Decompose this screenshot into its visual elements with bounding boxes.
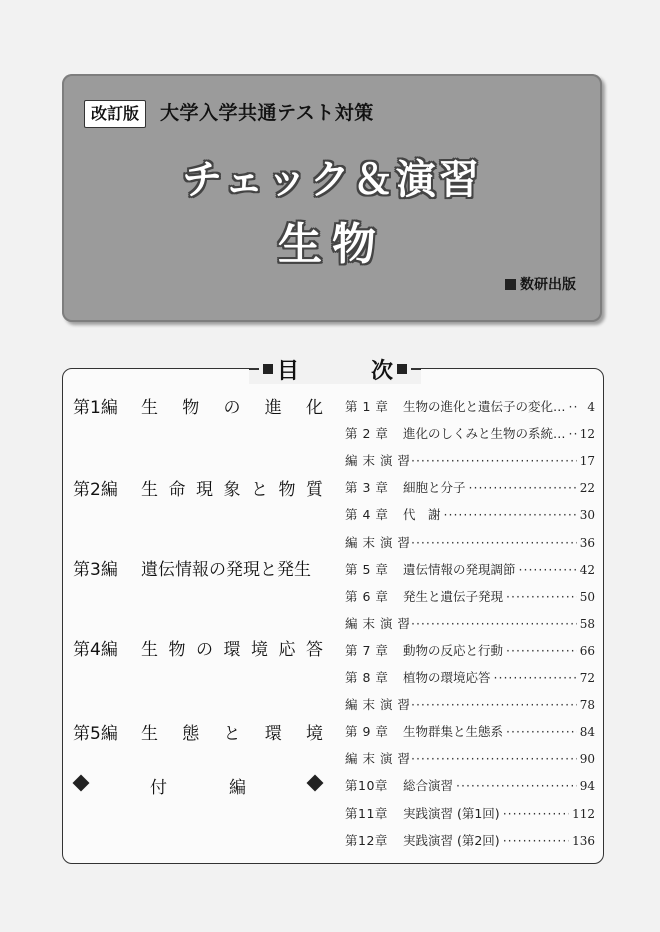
part-name-char: 命 (168, 480, 186, 500)
part-name-char: 化 (306, 398, 323, 418)
chapter-number: 第10章 (345, 778, 388, 794)
rule-line (249, 368, 259, 370)
leader-dots (444, 507, 577, 522)
page-number: 84 (579, 725, 595, 740)
part-name-char: 物 (168, 640, 186, 660)
chapter-number: 編 末 演 習 (345, 751, 411, 767)
part-name-char: 質 (306, 480, 323, 500)
chapter-number: 第 4 章 (345, 507, 389, 523)
leader-dots (506, 643, 577, 658)
part-name-char: 生 (141, 724, 158, 744)
part-number: 第3編 (73, 560, 118, 580)
toc-heading-left: 目 (277, 358, 300, 384)
chapter-number: 第 2 章 (345, 426, 389, 442)
square-bullet-icon (263, 364, 273, 374)
chapter-number: 第 1 章 (345, 399, 389, 414)
leader-dots (469, 480, 577, 495)
part-name (135, 719, 323, 744)
chapter-row[interactable] (345, 505, 595, 523)
page-number: 50 (579, 589, 595, 604)
chapter-number: 第 9 章 (345, 724, 389, 740)
part-number: 第2編 (73, 480, 118, 500)
leader-dots (406, 453, 577, 468)
chapter-title: 実践演習 (第1回) (403, 805, 500, 821)
part-name-char: 生 (141, 398, 158, 418)
part-name-char: 生 (141, 480, 158, 500)
part-row (73, 719, 323, 744)
page-number: 90 (579, 752, 595, 767)
chapter-number: 第 6 章 (345, 588, 389, 604)
part-number: 第1編 (73, 398, 118, 418)
chapter-number: 第 7 章 (345, 642, 389, 658)
chapter-title: 総合演習 (403, 778, 454, 794)
main-title: チェック＆演習 (182, 157, 482, 203)
part-name-char: 境 (306, 724, 323, 744)
chapter-row[interactable] (345, 424, 595, 442)
appendix-row (73, 773, 323, 798)
rule-line (411, 368, 421, 370)
chapter-number: 編 末 演 習 (345, 615, 411, 631)
chapter-number: 第 5 章 (345, 561, 389, 577)
part-name-char: 物 (278, 480, 296, 500)
chapter-row[interactable] (345, 533, 595, 551)
chapter-number: 第12章 (345, 832, 388, 848)
part-number: 第5編 (73, 724, 118, 744)
leader-dots (406, 616, 577, 631)
part-name-char: 境 (251, 640, 268, 660)
page-number: 78 (579, 698, 595, 713)
chapter-title: 植物の環境応答 (403, 670, 491, 685)
series-title: 大学入学共通テスト対策 (160, 102, 374, 124)
square-bullet-icon (397, 364, 407, 374)
page-number: 58 (579, 616, 595, 631)
chapter-title: 細胞と分子 (403, 480, 466, 496)
chapter-row[interactable] (345, 397, 595, 415)
part-name-char: 答 (306, 640, 323, 660)
chapter-number: 編 末 演 習 (345, 453, 411, 469)
publisher-name: 数研出版 (520, 277, 576, 293)
part-row (73, 635, 323, 660)
part-name-char: の (196, 640, 213, 660)
chapter-title: 遺伝情報の発現調節 (403, 561, 516, 577)
chapter-row[interactable] (345, 776, 595, 794)
chapter-row[interactable] (345, 614, 595, 632)
page-number: 22 (579, 481, 595, 496)
leader-dots (519, 562, 577, 577)
chapter-row[interactable] (345, 749, 595, 767)
chapter-title: 代 謝 (403, 507, 441, 523)
diamond-icon (307, 775, 324, 792)
chapter-number: 編 末 演 習 (345, 534, 411, 550)
part-name-char: 応 (278, 640, 296, 660)
appendix-name-char: 付 (150, 778, 167, 798)
page-number: 72 (579, 671, 595, 685)
leader-dots (506, 724, 577, 739)
page-number: 36 (579, 535, 595, 550)
chapter-number: 第 8 章 (345, 670, 389, 685)
appendix-name-char: 編 (229, 778, 246, 798)
part-name-char: 象 (223, 480, 241, 500)
toc-heading-right: 次 (370, 358, 393, 384)
chapter-title: 生物群集と生態系 (403, 724, 504, 740)
leader-dots (456, 778, 577, 793)
chapter-title: 発生と遺伝子発現 (403, 588, 504, 604)
square-bullet-icon (505, 279, 516, 290)
chapter-row[interactable] (345, 831, 595, 849)
part-name-char: 遺伝情報の発現と発生 (141, 560, 311, 580)
part-name-char: と (251, 480, 268, 500)
part-name (135, 393, 323, 418)
chapter-number: 編 末 演 習 (345, 697, 411, 713)
appendix-name (89, 773, 307, 798)
leader-dots (569, 426, 577, 441)
part-number: 第4編 (73, 640, 118, 660)
publisher (505, 274, 576, 294)
part-row (73, 555, 323, 580)
chapter-row[interactable] (345, 478, 595, 496)
part-name-char: 進 (264, 398, 282, 418)
page-number: 17 (579, 454, 595, 469)
leader-dots (569, 399, 578, 414)
page-number: 12 (579, 427, 595, 442)
chapter-title: 生物の進化と遺伝子の変化… (403, 399, 566, 414)
chapter-row[interactable] (345, 587, 595, 605)
cover-title-box (62, 74, 602, 322)
edition-badge: 改訂版 (84, 100, 146, 128)
chapter-title: 動物の反応と行動 (403, 642, 504, 658)
part-name-char: 生 (141, 640, 158, 660)
part-name (135, 475, 323, 500)
toc-heading (249, 354, 421, 384)
chapter-title: 進化のしくみと生物の系統… (403, 426, 566, 442)
part-name-char: 態 (182, 724, 200, 744)
leader-dots (503, 806, 569, 821)
leader-dots (506, 589, 577, 604)
leader-dots (406, 535, 577, 550)
leader-dots (503, 833, 569, 848)
page-number: 94 (579, 779, 595, 794)
page-number: 66 (579, 643, 595, 658)
chapter-row[interactable] (345, 695, 595, 713)
page-number: 30 (579, 508, 595, 523)
chapter-row[interactable] (345, 560, 595, 578)
diamond-icon (73, 775, 90, 792)
part-name (135, 555, 323, 580)
part-name-char: の (223, 398, 241, 418)
chapter-number: 第11章 (345, 805, 388, 821)
page-number: 112 (572, 806, 595, 821)
chapter-number: 第 3 章 (345, 480, 389, 496)
chapter-row[interactable] (345, 804, 595, 822)
part-row (73, 393, 323, 418)
table-of-contents (62, 358, 604, 864)
page-number: 42 (579, 562, 595, 577)
part-name-char: と (223, 724, 241, 744)
leader-dots (494, 670, 577, 685)
page-number: 4 (587, 400, 595, 414)
leader-dots (406, 697, 577, 712)
chapter-row[interactable] (345, 451, 595, 469)
part-name-char: 環 (264, 724, 282, 744)
chapter-row[interactable] (345, 641, 595, 659)
part-name (135, 635, 323, 660)
subject-title: 生物 (278, 219, 386, 270)
part-name-char: 現 (196, 480, 213, 500)
chapter-title: 実践演習 (第2回) (403, 832, 500, 848)
leader-dots (406, 751, 577, 766)
part-row (73, 475, 323, 500)
chapter-row[interactable] (345, 722, 595, 740)
part-name-char: 物 (182, 398, 200, 418)
page-number: 136 (572, 833, 595, 848)
chapter-row[interactable] (345, 668, 595, 686)
part-name-char: 環 (223, 640, 241, 660)
